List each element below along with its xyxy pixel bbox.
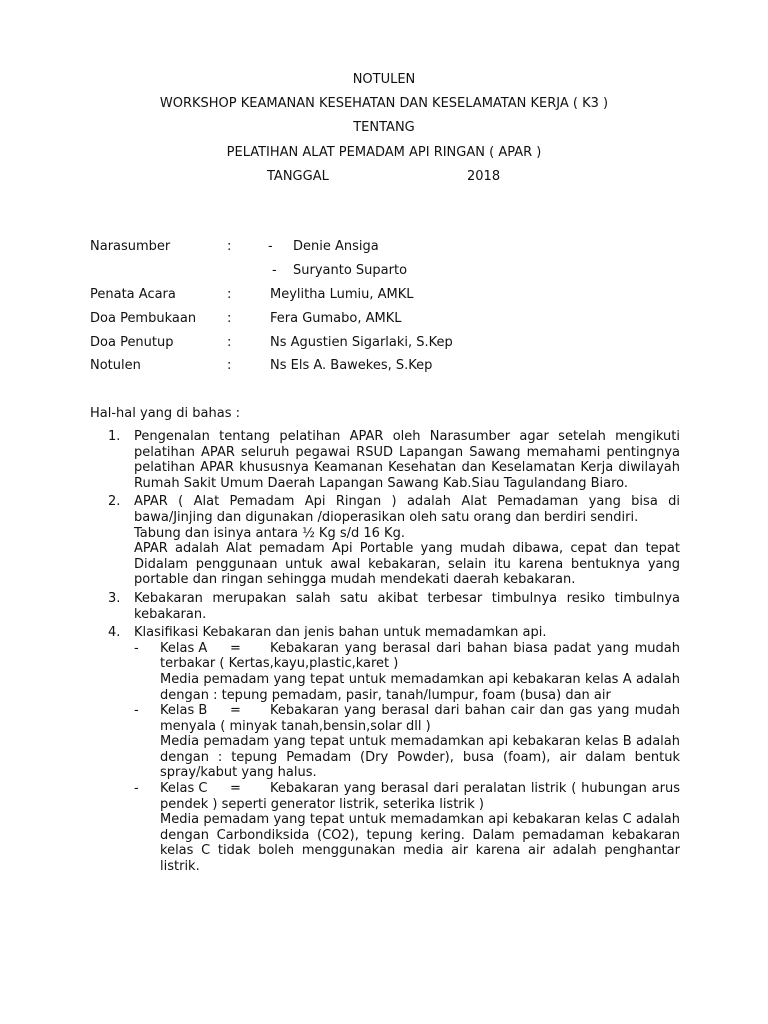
list-item: [108, 591, 680, 622]
notulen-value: Ns Els A. Bawekes, S.Kep: [270, 358, 433, 373]
penata-label: Penata Acara: [90, 287, 176, 302]
doc-title: NOTULEN: [352, 72, 416, 87]
narasumber-row-2: [90, 263, 690, 283]
item-text: Pengenalan tentang pelatihan APAR oleh Narasumber agar setelah mengikuti pelatihan APAR seluruh pegawai RSUD Lapangan Sawang memahami pentingnya pelatihan APAR khususnya Keamanan Kesehatan dan Keselamatan Kerja diwilayah Rumah Sakit Umum Daerah Lapangan Sawang Kab.Siau Tagulandang Biaro.: [134, 429, 680, 491]
doa-tutup-label: Doa Penutup: [90, 335, 174, 350]
equals: =: [230, 781, 241, 797]
colon: :: [227, 335, 232, 350]
class-name: Kelas A: [160, 640, 208, 656]
intro-text: Hal-hal yang di bahas :: [90, 406, 240, 421]
item-text: Klasifikasi Kebakaran dan jenis bahan untuk memadamkan api.: [134, 625, 547, 641]
item-number: 1.: [108, 429, 121, 444]
workshop-title: WORKSHOP KEAMANAN KESEHATAN DAN KESELAMATAN KERJA ( K3 ): [159, 96, 609, 111]
doa-tutup-row: [90, 335, 690, 355]
class-media: Media pemadam yang tepat untuk memadamkan api kebakaran kelas C adalah dengan Carbondiksida (CO2), tepung kering. Dalam pemadaman kebakaran kelas C tidak boleh menggunakan media air karena air adalah penghantar listrik.: [160, 812, 680, 875]
narasumber-label: Narasumber: [90, 239, 171, 254]
item-text-2: Tabung dan isinya antara ½ Kg s/d 16 Kg.: [134, 525, 405, 541]
class-media: Media pemadam yang tepat untuk memadamkan api kebakaran kelas A adalah dengan : tepung pemadam, pasir, tanah/lumpur, foam (busa) dan air: [160, 671, 680, 703]
doa-tutup-value: Ns Agustien Sigarlaki, S.Kep: [270, 335, 453, 350]
item-number: 3.: [108, 590, 121, 606]
item-text: APAR ( Alat Pemadam Api Ringan ) adalah Alat Pemadaman yang bisa di bawa/Jinjing dan digunakan /dioperasikan oleh satu orang dan berdiri sendiri.: [134, 494, 680, 525]
doa-buka-label: Doa Pembukaan: [90, 311, 197, 326]
class-name: Kelas C: [160, 781, 208, 797]
equals: =: [230, 640, 241, 656]
tanggal-year: 2018: [467, 169, 501, 184]
doa-buka-value: Fera Gumabo, AMKL: [270, 311, 402, 326]
list-item: [108, 494, 680, 588]
list-item: [108, 625, 680, 875]
penata-value: Meylitha Lumiu, AMKL: [270, 287, 414, 302]
narasumber-2: Suryanto Suparto: [293, 263, 408, 278]
bullet: -: [134, 781, 139, 797]
class-desc: Kebakaran yang berasal dari peralatan listrik ( hubungan arus pendek ) seperti generator listrik, seterika listrik ): [160, 781, 680, 812]
subject-title: PELATIHAN ALAT PEMADAM API RINGAN ( APAR ): [226, 145, 542, 160]
class-desc: Kebakaran yang berasal dari bahan biasa padat yang mudah terbakar ( Kertas,kayu,plastic,karet ): [160, 640, 680, 672]
dash: -: [272, 263, 277, 278]
class-item: [134, 641, 680, 703]
equals: =: [230, 703, 241, 719]
colon: :: [227, 311, 232, 326]
class-item: [134, 703, 680, 781]
tentang-heading: TENTANG: [353, 120, 415, 135]
narasumber-row: [90, 239, 690, 259]
class-name: Kelas B: [160, 703, 208, 719]
bullet: -: [134, 640, 139, 656]
colon: :: [227, 287, 232, 302]
discussion-list: [108, 429, 680, 875]
list-item: [108, 429, 680, 491]
item-number: 2.: [108, 494, 121, 510]
doa-buka-row: [90, 311, 690, 331]
item-text: Kebakaran merupakan salah satu akibat terbesar timbulnya resiko timbulnya kebakaran.: [134, 590, 680, 622]
narasumber-1: Denie Ansiga: [293, 239, 379, 254]
colon: :: [227, 358, 232, 373]
class-item: [134, 781, 680, 875]
class-desc: Kebakaran yang berasal dari bahan cair dan gas yang mudah menyala ( minyak tanah,bensin,solar dll ): [160, 703, 680, 734]
item-number: 4.: [108, 625, 121, 641]
bullet: -: [134, 703, 139, 719]
notulen-row: [90, 358, 690, 378]
tanggal-label: TANGGAL: [267, 169, 329, 184]
item-text-3: APAR adalah Alat pemadam Api Portable yang mudah dibawa, cepat dan tepat Didalam penggunaan untuk awal kebakaran, selain itu karena bentuknya yang portable dan ringan sehingga mudah mendekati daerah kebakaran.: [134, 541, 680, 588]
dash: -: [268, 239, 273, 254]
penata-row: [90, 287, 690, 307]
colon: :: [227, 239, 232, 254]
class-media: Media pemadam yang tepat untuk memadamkan api kebakaran kelas B adalah dengan : tepung Pemadam (Dry Powder), busa (foam), air dalam bentuk spray/kabut yang halus.: [160, 734, 680, 781]
notulen-label: Notulen: [90, 358, 141, 373]
